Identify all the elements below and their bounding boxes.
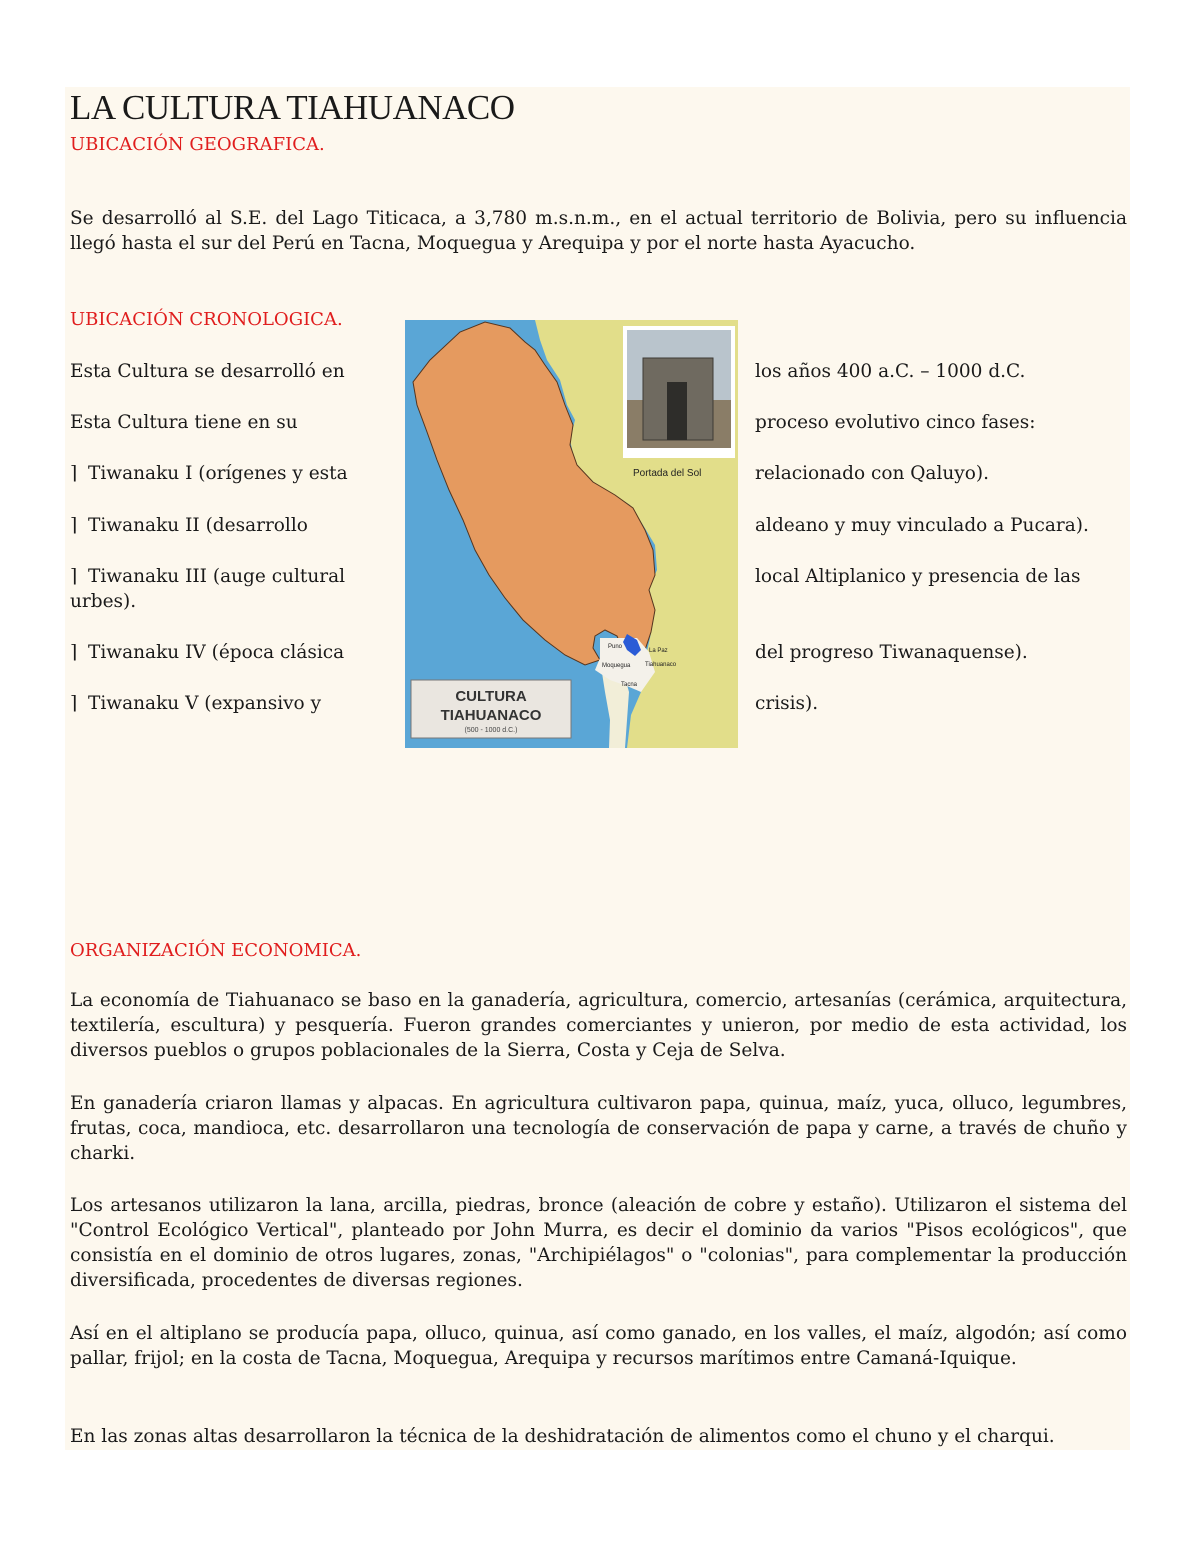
economica-paragraph-4: Así en el altiplano se producía papa, olluco, quinua, así como ganado, en los valles, el maíz, algodón; así como pallar, frijol; en la costa de Tacna, Moquegua, Arequipa y recursos marítimos entre Camaná-Iquique. — [70, 1323, 1127, 1369]
phase-2-right: aldeano y muy vinculado a Pucara). — [755, 515, 1089, 536]
economica-paragraph-1: La economía de Tiahuanaco se baso en la ganadería, agricultura, comercio, artesanías (cerámica, arquitectura, textilería, escultura) y pesquería. Fueron grandes comerciantes y unieron, por medio de esta actividad, los diversos pueblos o grupos poblacionales de la Sierra, Costa y Ceja de Selva. — [70, 990, 1127, 1061]
economica-paragraph-5: En las zonas altas desarrollaron la técnica de la deshidratación de alimentos como el chuno y el charqui. — [70, 1426, 1055, 1447]
phase-3-item — [70, 564, 345, 589]
cronologica-line-2-left: Esta Cultura tiene en su — [70, 412, 298, 433]
economica-paragraph-3: Los artesanos utilizaron la lana, arcilla, piedras, bronce (aleación de cobre y estaño). Utilizaron el sistema del "Control Ecológico Vertical", planteado por John Murra, es decir el dominio da varios "Pisos ecológicos", que consistía en el dominio de otros lugares, zonas, "Archipiélagos" o "colonias", para complementar la producción diversificada, procedentes de diversas regiones. — [70, 1195, 1127, 1291]
bullet-icon: ⌉ — [70, 515, 78, 536]
phase-5-left: Tiwanaku V (expansivo y — [88, 693, 322, 714]
phase-2-item — [70, 513, 308, 538]
phase-3-continuation: urbes). — [70, 591, 137, 612]
phase-5-right: crisis). — [755, 693, 819, 714]
bullet-icon: ⌉ — [70, 566, 78, 587]
photo-caption: Portada del Sol — [633, 468, 702, 479]
label-tacna: Tacna — [621, 682, 638, 688]
phase-1-left: Tiwanaku I (orígenes y esta — [88, 463, 348, 484]
bullet-icon: ⌉ — [70, 642, 78, 663]
phase-1-item — [70, 461, 348, 486]
map-title-subtitle: (500 - 1000 d.C.) — [464, 727, 518, 734]
phase-4-left: Tiwanaku IV (época clásica — [88, 642, 345, 663]
label-moquegua: Moquegua — [602, 663, 631, 669]
label-tiahuanaco: Tiahuanaco — [645, 662, 677, 668]
bullet-icon: ⌉ — [70, 463, 78, 484]
economica-paragraph-2: En ganadería criaron llamas y alpacas. En agricultura cultivaron papa, quinua, maíz, yuca, olluco, legumbres, frutas, coca, mandioca, etc. desarrollaron una tecnología de conservación de papa y carne, a través de chuño y charki. — [70, 1093, 1127, 1164]
phase-4-item — [70, 640, 344, 665]
map-svg — [405, 320, 738, 748]
cronologica-line-1-right: los años 400 a.C. – 1000 d.C. — [755, 361, 1026, 382]
heading-ubicacion-geografica: UBICACIÓN GEOGRAFICA. — [70, 134, 325, 155]
label-puno: Puno — [608, 644, 623, 650]
cronologica-line-1-left: Esta Cultura se desarrolló en — [70, 361, 345, 382]
phase-2-left: Tiwanaku II (desarrollo — [88, 515, 308, 536]
heading-ubicacion-cronologica: UBICACIÓN CRONOLOGICA. — [70, 309, 343, 330]
paragraph-ubicacion-geografica: Se desarrolló al S.E. del Lago Titicaca, a 3,780 m.s.n.m., en el actual territorio de Bolivia, pero su influencia llegó hasta el sur del Perú en Tacna, Moquegua y Arequipa y por el norte hasta Ayacucho. — [70, 208, 1127, 254]
heading-organizacion-economica: ORGANIZACIÓN ECONOMICA. — [70, 940, 362, 961]
map-figure — [405, 320, 738, 748]
document-title: LA CULTURA TIAHUANACO — [70, 88, 515, 127]
phase-4-right: del progreso Tiwanaquense). — [755, 642, 1028, 663]
phase-1-right: relacionado con Qaluyo). — [755, 463, 989, 484]
phase-3-left: Tiwanaku III (auge cultural — [88, 566, 346, 587]
bullet-icon: ⌉ — [70, 693, 78, 714]
sun-gate-doorway — [667, 382, 687, 440]
map-title-line-2: TIAHUANACO — [440, 707, 542, 724]
map-title-line-1: CULTURA — [455, 688, 527, 705]
phase-3-right: local Altiplanico y presencia de las — [755, 566, 1081, 587]
label-la-paz: La Paz — [649, 648, 668, 654]
cronologica-line-2-right: proceso evolutivo cinco fases: — [755, 412, 1036, 433]
phase-5-item — [70, 691, 321, 716]
